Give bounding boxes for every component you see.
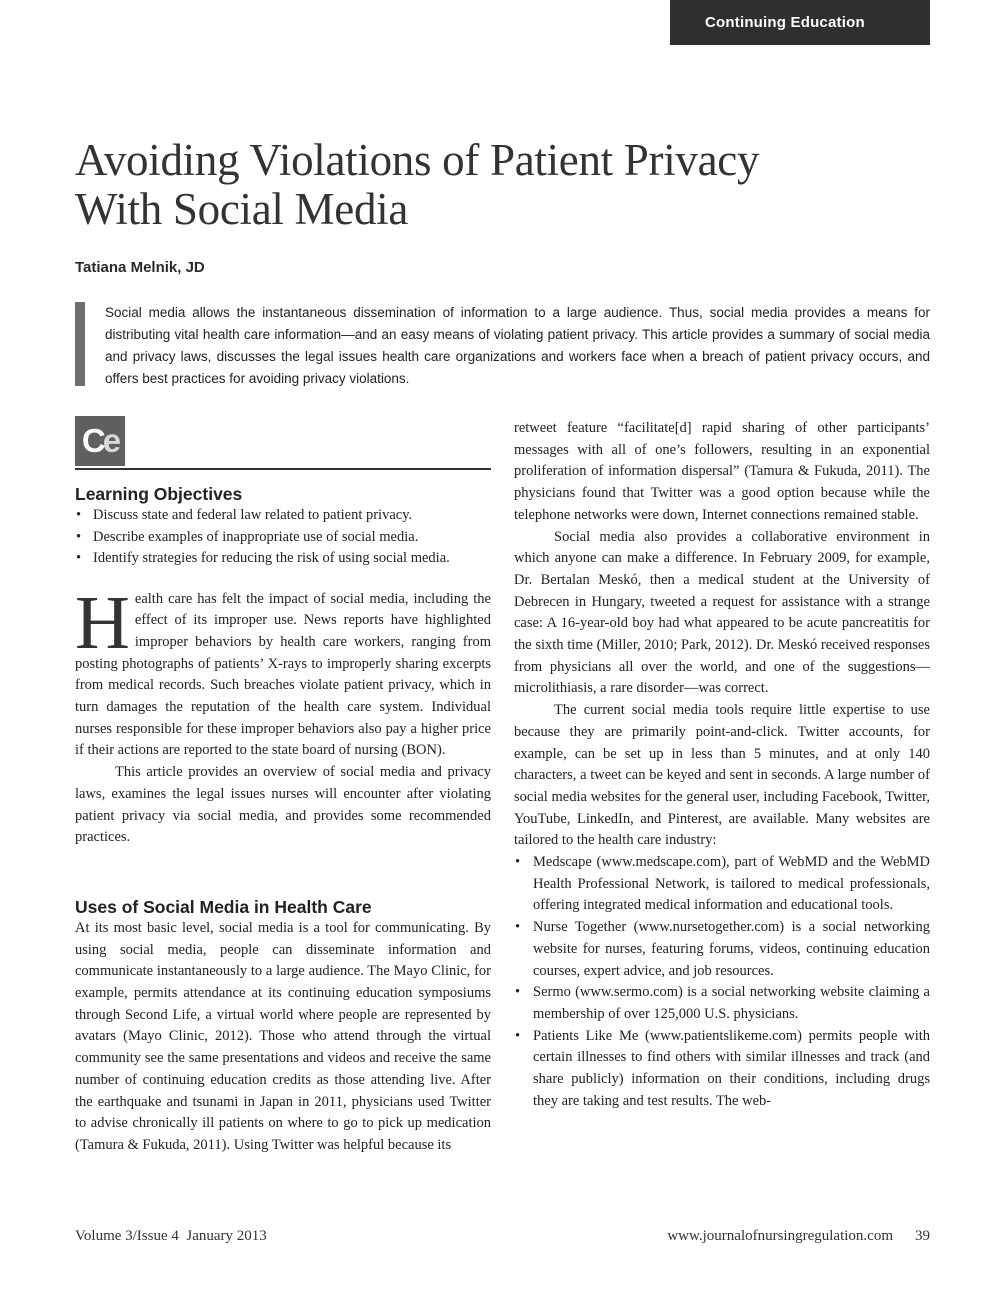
collaboration-paragraph: Social media also provides a collaborative environment in which anyone can make a difference. In February 2009, for example, Dr. Bertalan Meskó, then a medical student at the University of Debrecen in Hungary, tweeted a request for assistance with a strange case: A 16-year-old boy had what appeared to be acute pancreatitis for the sixth time (Miller, 2010; Park, 2012). Dr. Meskó received responses from physicians all over the world, and one of the suggestions—microlithiasis, a rare disorder—was correct. <box>514 528 930 697</box>
list-item <box>75 505 491 527</box>
tools-paragraph: The current social media tools require little expertise to use because they are primarily point-and-click. Twitter accounts, for example, can be set up in less than 5 minutes, and at only 140 characters, a tweet can be keyed and sent in seconds. A large number of social media websites for the general user, including Facebook, Twitter, YouTube, LinkedIn, and Pinterest, are available. Many websites are tailored to the health care industry: <box>514 702 930 849</box>
list-item <box>75 548 491 570</box>
ce-header <box>75 416 491 470</box>
list-item <box>514 917 930 982</box>
website-text: Patients Like Me (www.patientslikeme.com) permits people with certain illnesses to find others with similar illnesses and track (and share publicly) information on their conditions, including drugs they are taking and test results. The web- <box>533 1027 930 1109</box>
bullet-icon: • <box>515 919 521 936</box>
learning-objectives-list <box>75 505 491 570</box>
bullet-icon: • <box>76 550 82 566</box>
bullet-icon: • <box>76 507 82 523</box>
bullet-icon: • <box>515 1027 521 1044</box>
website-text: Sermo (www.sermo.com) is a social networking website claiming a membership of over 125,000 U.S. physicians. <box>533 984 930 1022</box>
intro-text: ealth care has felt the impact of social media, including the effect of its improper use. News reports have highlighted improper behaviors by health care workers, ranging from posting photographs of patients’ X-rays to improperly sharing excerpts from medical records. Such breaches violate patient privacy, which in turn damages the reputation of the health care system. Individual nurses responsible for these improper behaviors also pay a higher price if their actions are reported to the state board of nursing (BON). <box>75 590 491 759</box>
list-item <box>514 852 930 917</box>
list-item <box>514 1026 930 1113</box>
learning-objectives-heading: Learning Objectives <box>75 484 243 504</box>
footer-site <box>667 1228 930 1245</box>
footer-issue <box>75 1228 267 1245</box>
websites-list <box>514 852 930 1112</box>
article-title <box>75 136 935 234</box>
page-number: 39 <box>915 1228 930 1244</box>
intro-paragraph <box>75 580 491 763</box>
objective-text: Discuss state and federal law related to patient privacy. <box>93 507 413 523</box>
bullet-icon: • <box>76 528 82 545</box>
volume-issue: Volume 3/Issue 4 <box>75 1228 179 1244</box>
title-line-1: Avoiding Violations of Patient Privacy <box>75 135 760 185</box>
bullet-icon: • <box>515 984 521 1001</box>
website-text: Nurse Together (www.nursetogether.com) is a social networking website for nurses, featuring forums, videos, continuing education courses, expert advice, and job resources. <box>533 919 930 979</box>
ce-badge-icon <box>75 416 125 466</box>
issue-date: January 2013 <box>186 1228 267 1244</box>
objective-text: Describe examples of inappropriate use of social media. <box>93 528 419 545</box>
drop-cap: H <box>75 580 130 665</box>
bullet-icon: • <box>515 854 521 871</box>
ce-letter-e: e <box>102 422 119 459</box>
journal-url: www.journalofnursingregulation.com <box>667 1228 893 1244</box>
objective-text: Identify strategies for reducing the risk of using social media. <box>93 550 450 566</box>
left-column <box>75 416 491 1157</box>
section-label: Continuing Education <box>705 14 865 31</box>
right-column <box>514 418 930 1113</box>
uses-heading: Uses of Social Media in Health Care <box>75 896 372 917</box>
uses-paragraph: At its most basic level, social media is a tool for communicating. By using social media, people can disseminate information and communicate instantaneously to a large audience. The Mayo Clinic, for example, permits attendance at its continuing education symposiums through Second Life, a virtual world where people are represented by avatars (Mayo Clinic, 2012). Those who attend through the virtual community see the same presentations and videos and receive the same number of continuing education credits as those attending live. After the earthquake and tsunami in Japan in 2011, physicians used Twitter to advise chronically ill patients on where to go to pick up medication (Tamura & Fukuda, 2011). Using Twitter was helpful because its <box>75 919 491 1153</box>
website-text: Medscape (www.medscape.com), part of WebMD and the WebMD Health Professional Network, is tailored to medical professionals, offering integrated medical information and educational tools. <box>533 854 930 914</box>
ce-letter-c: C <box>81 422 103 459</box>
section-tab <box>670 0 930 45</box>
author-name: Tatiana Melnik, JD <box>75 259 205 276</box>
list-item <box>514 982 930 1025</box>
overview-paragraph: This article provides an overview of social media and privacy laws, examines the legal issues nurses will encounter after violating patient privacy via social media, and provides some recommended practices. <box>75 764 491 846</box>
title-line-2: With Social Media <box>75 184 409 234</box>
abstract-accent-bar <box>75 302 85 386</box>
continued-paragraph: retweet feature “facilitate[d] rapid sharing of other participants’ messages with all of one’s followers, resulting in an exponential proliferation of information dispersal” (Tamura & Fukuda, 2011). The physicians found that Twitter was a good option because while the telephone networks were down, Internet connections remained stable. <box>514 420 930 523</box>
list-item <box>75 527 491 549</box>
abstract: Social media allows the instantaneous dissemination of information to a large audience. Thus, social media provides a means for distributing vital health care information—and an easy means of violating patient privacy. This article provides a summary of social media and privacy laws, discusses the legal issues health care organizations and workers face when a breach of patient privacy occurs, and offers best practices for avoiding privacy violations. <box>105 305 930 386</box>
